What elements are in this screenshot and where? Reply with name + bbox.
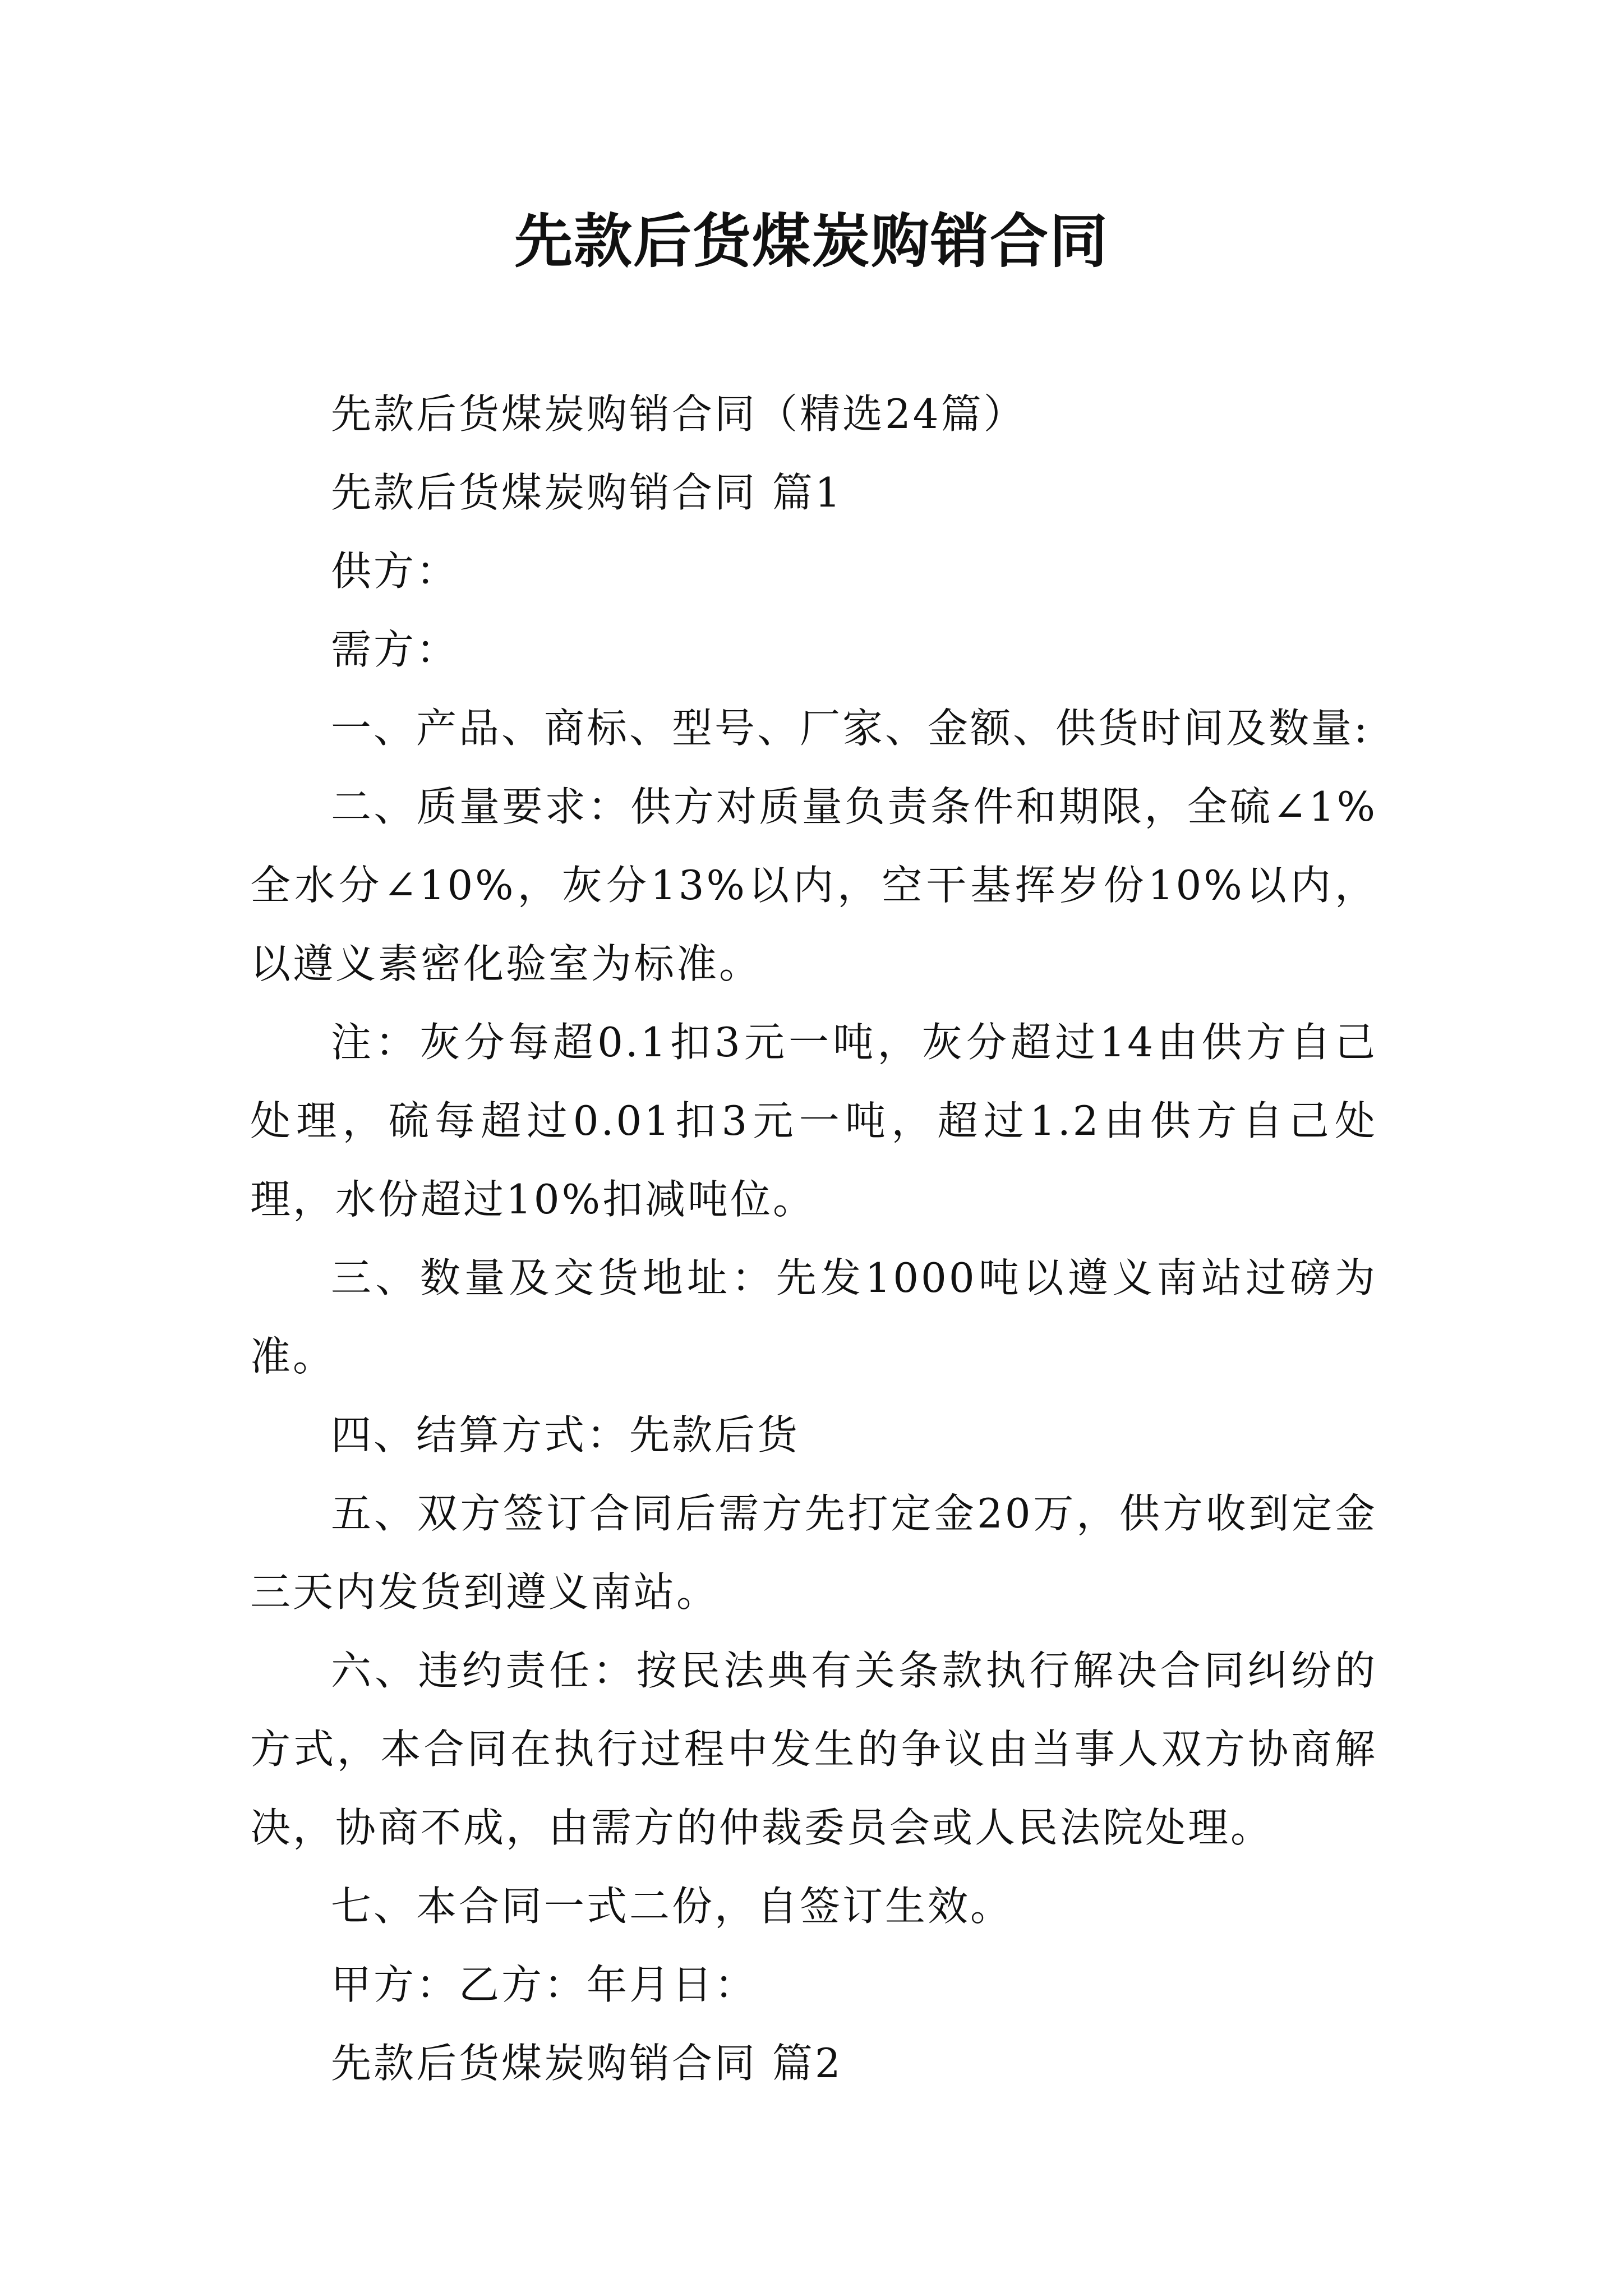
clause-paragraph: 七、本合同一式二份，自签订生效。 [331,1883,1013,1930]
clause-paragraph: 四、结算方式：先款后货 [331,1411,800,1458]
section-heading: 先款后货煤炭购销合同 篇2 [331,2040,843,2087]
section-heading: 先款后货煤炭购销合同 篇1 [331,469,843,516]
clause-paragraph: 二、质量要求：供方对质量负责条件和期限，全硫∠1%全水分∠10%，灰分13%以内，空干基挥岁份10%以内，以遵义素密化验室为标准。 [250,783,1377,987]
supplier-field: 供方： [331,547,459,595]
note-paragraph: 注：灰分每超0.1扣3元一吨，灰分超过14由供方自己处理，硫每超过0.01扣3元一吨，超过1.2由供方自己处理，水份超过10%扣减吨位。 [250,1019,1377,1223]
clause-paragraph: 三、数量及交货地址：先发1000吨以遵义南站过磅为准。 [250,1254,1377,1380]
signature-line: 甲方：乙方：年月日： [331,1961,758,2008]
buyer-field: 需方： [331,626,459,673]
clause-paragraph: 五、双方签订合同后需方先打定金20万，供方收到定金三天内发货到遵义南站。 [250,1490,1377,1616]
subtitle-paragraph: 先款后货煤炭购销合同（精选24篇） [331,390,1026,438]
document-body [250,375,1377,2102]
document-title: 先款后货煤炭购销合同 [514,207,1109,275]
clause-paragraph: 六、违约责任：按民法典有关条款执行解决合同纠纷的方式，本合同在执行过程中发生的争议由当事人双方协商解决，协商不成，由需方的仲裁委员会或人民法院处理。 [250,1647,1377,1851]
clause-paragraph: 一、产品、商标、型号、厂家、金额、供货时间及数量: [331,705,1370,752]
